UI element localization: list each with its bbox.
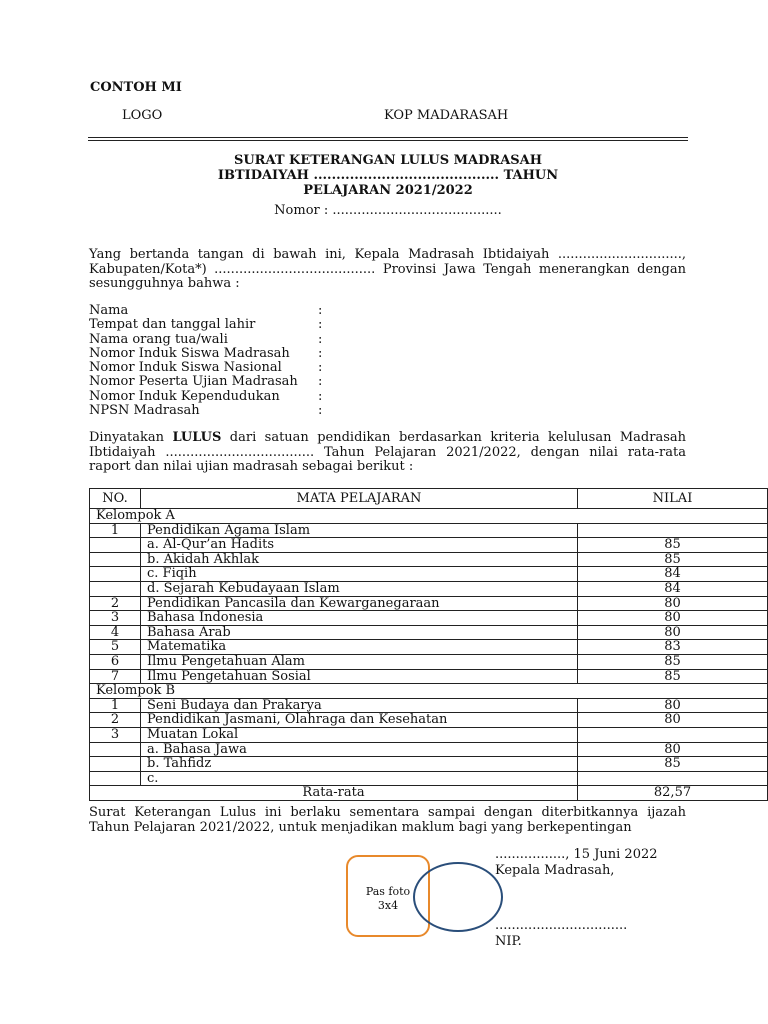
table-row <box>90 596 768 611</box>
row-subject: b. Akidah Akhlak <box>141 552 578 567</box>
table-row <box>90 713 768 728</box>
row-subject: Pendidikan Pancasila dan Kewarganegaraan <box>141 596 578 611</box>
row-value: 80 <box>578 742 768 757</box>
identity-separator: : <box>318 303 323 318</box>
identity-row <box>89 347 322 361</box>
row-subject: Bahasa Arab <box>141 625 578 640</box>
table-row <box>90 654 768 669</box>
row-value: 84 <box>578 567 768 582</box>
row-value: 84 <box>578 581 768 596</box>
row-subject: a. Bahasa Jawa <box>141 742 578 757</box>
declaration-pre: Dinyatakan <box>89 430 173 445</box>
row-value <box>578 523 768 538</box>
identity-row <box>89 361 322 375</box>
group-label: Kelompok B <box>90 684 768 699</box>
row-no: 1 <box>90 698 141 713</box>
row-no <box>90 742 141 757</box>
row-subject: Matematika <box>141 640 578 655</box>
identity-row <box>89 333 322 347</box>
row-value: 80 <box>578 713 768 728</box>
identity-label: NPSN Madrasah <box>89 403 200 419</box>
row-no: 4 <box>90 625 141 640</box>
row-no <box>90 552 141 567</box>
identity-separator: : <box>318 317 323 333</box>
identity-label: Nomor Peserta Ujian Madrasah <box>89 374 298 390</box>
header-divider-bottom <box>88 140 688 141</box>
row-subject: d. Sejarah Kebudayaan Islam <box>141 581 578 596</box>
row-no <box>90 581 141 596</box>
identity-label: Nomor Induk Siswa Nasional <box>89 360 282 376</box>
row-subject: Ilmu Pengetahuan Sosial <box>141 669 578 684</box>
row-value: 85 <box>578 552 768 567</box>
row-subject: Pendidikan Agama Islam <box>141 523 578 538</box>
table-row <box>90 771 768 786</box>
row-subject: c. Fiqih <box>141 567 578 582</box>
average-label: Rata-rata <box>90 786 578 801</box>
identity-separator: : <box>318 388 323 404</box>
header-no: NO. <box>90 489 141 509</box>
identity-label: Nomor Induk Siswa Madrasah <box>89 345 290 361</box>
table-row <box>90 742 768 757</box>
group-row-a <box>90 509 768 524</box>
declaration-lulus: LULUS <box>172 430 222 445</box>
table-row <box>90 727 768 742</box>
logo-placeholder: LOGO <box>122 108 163 123</box>
row-no <box>90 757 141 772</box>
row-value: 80 <box>578 698 768 713</box>
identity-row <box>89 318 322 332</box>
row-value: 85 <box>578 654 768 669</box>
row-no: 2 <box>90 713 141 728</box>
row-subject: Bahasa Indonesia <box>141 611 578 626</box>
row-value: 80 <box>578 625 768 640</box>
row-value: 80 <box>578 611 768 626</box>
table-row <box>90 669 768 684</box>
table-row <box>90 538 768 553</box>
signature-date: ................., 15 Juni 2022 <box>495 847 658 862</box>
document-number: Nomor : ......................................... <box>274 203 502 218</box>
row-no: 3 <box>90 611 141 626</box>
row-subject: Ilmu Pengetahuan Alam <box>141 654 578 669</box>
row-value: 85 <box>578 669 768 684</box>
row-value: 83 <box>578 640 768 655</box>
row-subject: c. <box>141 771 578 786</box>
grades-table <box>89 488 768 801</box>
identity-row <box>89 390 322 404</box>
intro-paragraph: Yang bertanda tangan di bawah ini, Kepala Madrasah Ibtidaiyah .............................., Kabupaten/Kota*) ....................................... Provinsi Jawa Tengah menerangkan dengan sesungguhnya bahwa : <box>89 247 686 292</box>
identity-label: Nama orang tua/wali <box>89 331 228 347</box>
closing-paragraph: Surat Keterangan Lulus ini berlaku sementara sampai dengan diterbitkannya ijazah Tahun Pelajaran 2021/2022, untuk menjadikan maklum bagi yang berkepentingan <box>89 805 686 835</box>
title-line-1: SURAT KETERANGAN LULUS MADRASAH <box>233 153 543 168</box>
table-row <box>90 567 768 582</box>
table-row <box>90 640 768 655</box>
title-line-2: IBTIDAIYAH ......................................... TAHUN <box>217 168 559 183</box>
signature-name-line: ................................ <box>495 918 628 933</box>
header-divider-top <box>88 137 688 138</box>
row-no: 7 <box>90 669 141 684</box>
row-no <box>90 538 141 553</box>
group-row-b <box>90 684 768 699</box>
row-no: 2 <box>90 596 141 611</box>
row-subject: Muatan Lokal <box>141 727 578 742</box>
stamp-circle <box>413 862 503 932</box>
identity-row <box>89 404 322 418</box>
table-row <box>90 523 768 538</box>
row-no: 6 <box>90 654 141 669</box>
header-value: NILAI <box>578 489 768 509</box>
photo-label-1: Pas foto <box>365 885 411 898</box>
row-subject: Pendidikan Jasmani, Olahraga dan Kesehatan <box>141 713 578 728</box>
signature-block <box>495 847 658 879</box>
row-value: 85 <box>578 538 768 553</box>
identity-row <box>89 304 322 318</box>
row-no <box>90 567 141 582</box>
row-no: 3 <box>90 727 141 742</box>
table-row <box>90 698 768 713</box>
table-row <box>90 757 768 772</box>
identity-label: Nomor Induk Kependudukan <box>89 388 280 404</box>
average-row <box>90 786 768 801</box>
identity-label: Tempat dan tanggal lahir <box>89 317 256 333</box>
row-no: 1 <box>90 523 141 538</box>
declaration-post: dari satuan pendidikan berdasarkan kriteria kelulusan Madrasah Ibtidaiyah .................................... Tahun Pelajaran 2021/2022, dengan nilai rata-rata raport dan nilai ujian madrasah sebagai berikut : <box>89 430 687 475</box>
row-value <box>578 727 768 742</box>
title-line-3: PELAJARAN 2021/2022 <box>303 183 473 198</box>
row-subject: b. Tahfidz <box>141 757 578 772</box>
identity-separator: : <box>318 360 323 376</box>
table-row <box>90 552 768 567</box>
row-subject: a. Al-Qur’an Hadits <box>141 538 578 553</box>
row-value: 85 <box>578 757 768 772</box>
identity-list <box>89 304 322 418</box>
average-value: 82,57 <box>578 786 768 801</box>
row-value: 80 <box>578 596 768 611</box>
identity-separator: : <box>318 403 323 419</box>
declaration-paragraph <box>89 431 686 475</box>
table-row <box>90 611 768 626</box>
row-subject: Seni Budaya dan Prakarya <box>141 698 578 713</box>
identity-label: Nama <box>89 303 129 318</box>
signature-role: Kepala Madrasah, <box>495 863 615 878</box>
identity-row <box>89 375 322 389</box>
row-value <box>578 771 768 786</box>
table-row <box>90 625 768 640</box>
table-row <box>90 581 768 596</box>
identity-separator: : <box>318 345 323 361</box>
identity-separator: : <box>318 331 323 347</box>
signature-nip: NIP. <box>495 934 522 949</box>
row-no: 5 <box>90 640 141 655</box>
header-subject: MATA PELAJARAN <box>141 489 578 509</box>
header-contoh: CONTOH MI <box>90 80 182 95</box>
photo-label-2: 3x4 <box>377 899 399 912</box>
kop-placeholder: KOP MADARASAH <box>384 108 509 123</box>
row-no <box>90 771 141 786</box>
group-label: Kelompok A <box>90 509 768 524</box>
table-header-row <box>90 489 768 509</box>
identity-separator: : <box>318 374 323 390</box>
